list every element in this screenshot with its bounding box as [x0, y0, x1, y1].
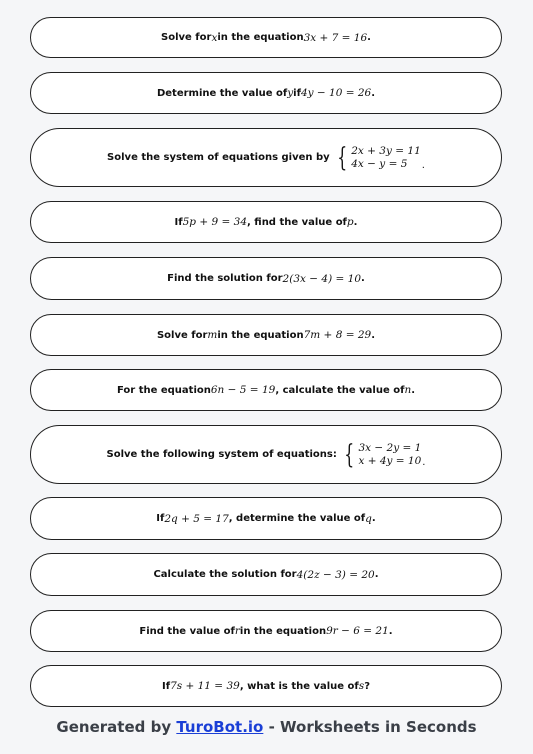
question-text: If — [174, 216, 183, 228]
equation-lines — [351, 145, 421, 171]
question-text: For the equation — [116, 384, 211, 396]
question-card-6 — [30, 314, 502, 356]
punctuation: . — [422, 456, 426, 468]
system-equation-2: x + 4y = 10 — [358, 454, 422, 467]
question-card-1 — [30, 17, 502, 58]
equation-system — [341, 439, 426, 470]
question-text: , determine the value of — [228, 513, 366, 524]
question-card-9 — [30, 497, 502, 540]
footer — [0, 718, 533, 736]
math-equation: 9r − 6 = 21 — [326, 625, 389, 637]
footer-prefix: Generated by — [56, 718, 177, 736]
math-variable: n — [404, 384, 412, 396]
math-equation: 2(3x − 4) = 10 — [282, 272, 362, 285]
question-text: Solve the following system of equations: — [106, 449, 337, 460]
question-text: If — [156, 513, 165, 524]
question-card-8 — [30, 425, 502, 484]
equation-system — [334, 142, 425, 173]
math-equation: 7s + 11 = 39 — [170, 680, 240, 692]
brace-symbol: { — [344, 439, 355, 470]
punctuation: . — [374, 569, 379, 580]
question-card-3 — [30, 128, 502, 187]
footer-suffix: - Worksheets in Seconds — [263, 718, 477, 736]
question-text: If — [161, 680, 171, 692]
question-card-10 — [30, 553, 502, 596]
question-text: , what is the value of — [239, 680, 359, 692]
math-equation: 5p + 9 = 34 — [182, 216, 247, 228]
question-text: Determine the value of — [156, 87, 288, 99]
math-equation: 4y − 10 = 26 — [300, 87, 372, 99]
punctuation: . — [367, 32, 371, 43]
system-equation-1: 2x + 3y = 11 — [351, 144, 421, 157]
question-text: Solve for — [161, 32, 212, 43]
question-text: in the equation — [217, 32, 304, 43]
question-card-5 — [30, 257, 502, 300]
math-variable: y — [287, 87, 294, 99]
math-variable: p — [346, 216, 354, 228]
question-text: Find the solution for — [167, 273, 283, 284]
math-equation: 2q + 5 = 17 — [164, 512, 229, 525]
math-variable: x — [211, 31, 218, 44]
question-text: Solve for — [156, 329, 208, 341]
math-variable: m — [207, 329, 218, 341]
punctuation: ? — [364, 680, 370, 692]
math-equation: 4(2z − 3) = 20 — [296, 568, 375, 581]
punctuation: . — [361, 273, 365, 284]
punctuation: . — [371, 513, 376, 524]
system-equation-2: 4x − y = 5 — [351, 157, 408, 170]
question-text: in the equation — [239, 625, 327, 637]
punctuation: . — [371, 329, 376, 341]
question-text: , find the value of — [247, 216, 347, 228]
punctuation: . — [388, 625, 393, 637]
punctuation: . — [371, 87, 376, 99]
punctuation: . — [353, 216, 358, 228]
math-variable: q — [365, 512, 372, 525]
question-text: , calculate the value of — [275, 384, 405, 396]
equation-lines — [358, 442, 421, 468]
punctuation: . — [421, 159, 425, 171]
system-equation-1: 3x − 2y = 1 — [358, 441, 422, 454]
math-variable: s — [358, 680, 365, 692]
punctuation: . — [411, 384, 416, 396]
math-equation: 7m + 8 = 29 — [303, 329, 372, 341]
question-card-2 — [30, 72, 502, 114]
question-card-7 — [30, 369, 502, 411]
math-variable: r — [234, 625, 240, 637]
question-text: Solve the system of equations given by — [107, 152, 330, 163]
question-text: in the equation — [217, 329, 304, 341]
question-card-11 — [30, 610, 502, 652]
question-text: Find the value of — [139, 625, 235, 637]
math-equation: 6n − 5 = 19 — [210, 384, 276, 396]
question-text: Calculate the solution for — [153, 569, 297, 580]
math-equation: 3x + 7 = 16 — [303, 31, 368, 44]
brace-symbol: { — [336, 142, 347, 173]
turobot-link[interactable]: TuroBot.io — [176, 718, 264, 736]
question-card-4 — [30, 201, 502, 243]
question-card-12 — [30, 665, 502, 707]
question-text: if — [293, 87, 301, 99]
